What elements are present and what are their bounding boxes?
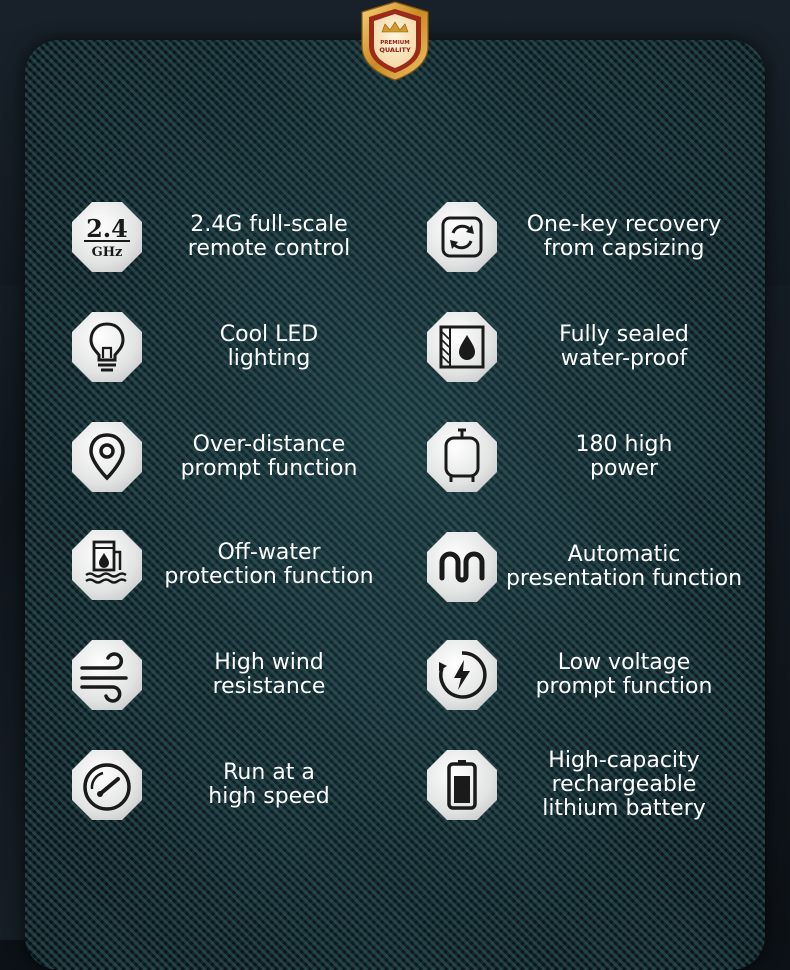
feature-automatic-presentation [425,530,765,606]
off-water-icon [70,528,144,602]
bulb-icon [70,310,144,384]
feature-over-distance [70,420,410,496]
feature-led-lighting [70,310,410,386]
badge-text-top: PREMIUM [380,40,410,46]
low-voltage-icon [425,638,499,712]
battery-icon [425,748,499,822]
feature-battery [425,748,765,824]
waterproof-icon [425,310,499,384]
feature-label: Off-water protection function [164,540,374,589]
feature-waterproof [425,310,765,386]
feature-label: High wind resistance [212,650,326,699]
feature-label: One-key recovery from capsizing [526,212,722,261]
feature-label: High-capacity rechargeable lithium battery [542,748,706,821]
power-motor-icon [425,420,499,494]
feature-off-water-protection [70,528,410,604]
wave-path-icon [425,530,499,604]
location-pin-icon [70,420,144,494]
feature-label: Fully sealed water-proof [559,322,689,371]
feature-high-wind-resistance [70,638,410,714]
wind-icon [70,638,144,712]
feature-label: Over-distance prompt function [180,432,358,481]
feature-label: 2.4G full-scale remote control [187,212,351,261]
feature-high-power [425,420,765,496]
feature-label: Automatic presentation function [505,542,743,591]
icon-text-24: 2.4 [86,214,128,243]
feature-one-key-recovery [425,200,765,276]
feature-2.4g [70,200,410,276]
recovery-icon [425,200,499,274]
premium-quality-badge-icon [358,0,432,82]
feature-low-voltage-prompt [425,638,765,714]
badge-text-bottom: QUALITY [379,46,411,54]
carbon-fiber-panel [25,40,765,970]
feature-label: Run at a high speed [208,760,330,809]
feature-high-speed [70,748,410,824]
speedometer-icon [70,748,144,822]
icon-text-ghz: GHz [91,245,123,260]
feature-label: 180 high power [575,432,673,481]
feature-label: Low voltage prompt function [535,650,713,699]
feature-label: Cool LED lighting [219,322,319,371]
2.4ghz-icon [70,200,144,274]
